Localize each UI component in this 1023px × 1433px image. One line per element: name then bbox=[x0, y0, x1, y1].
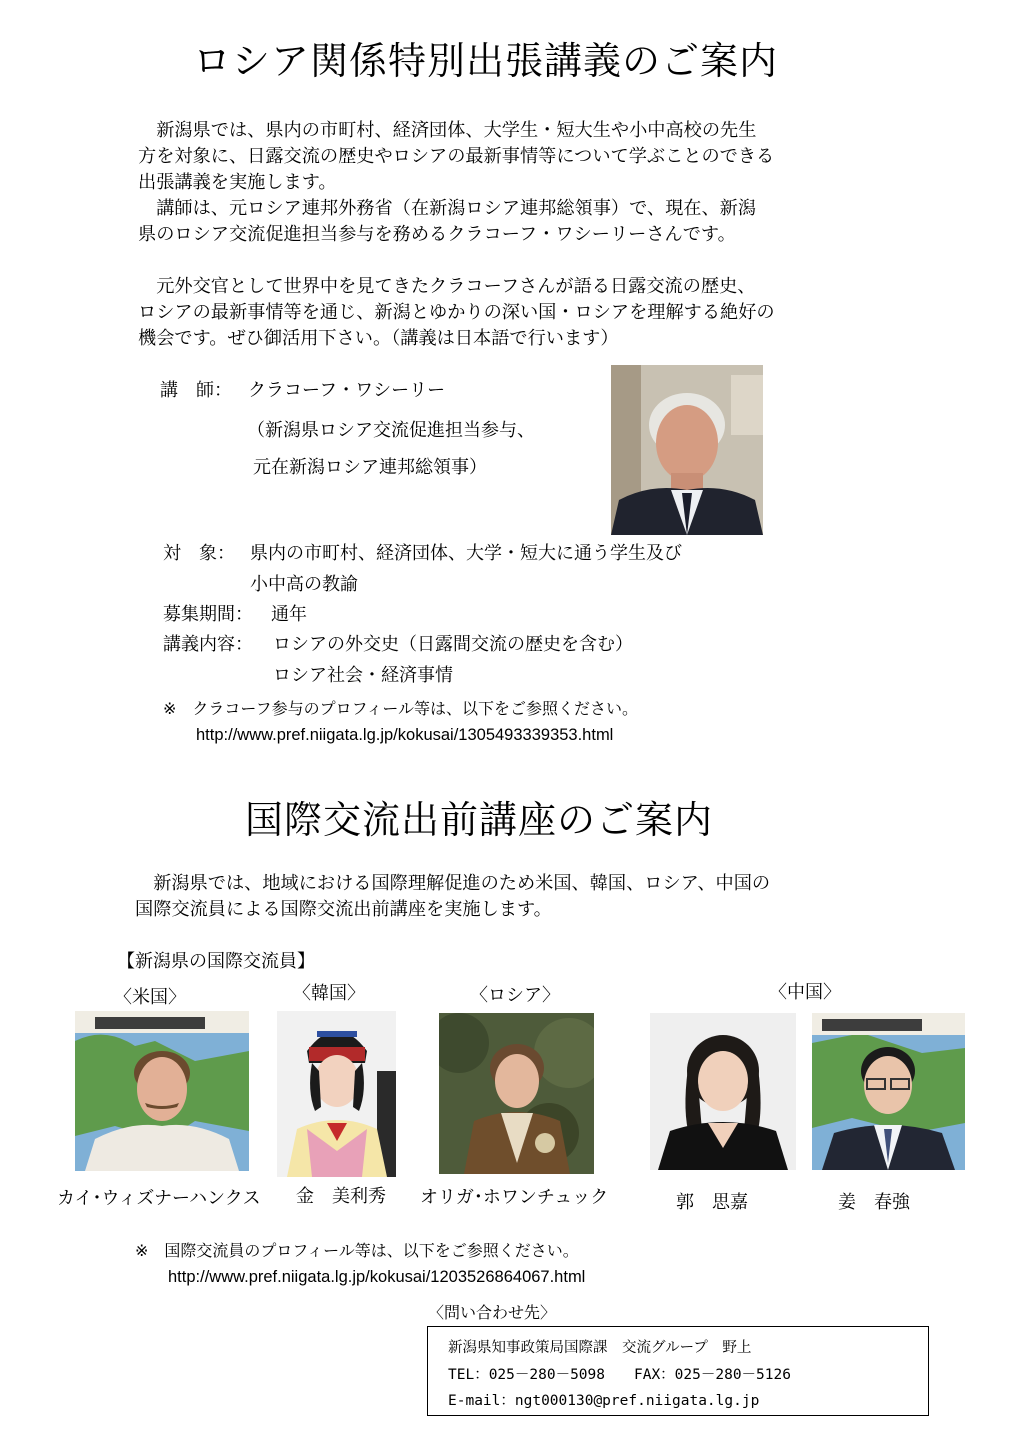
country-russia: 〈ロシア〉 bbox=[470, 985, 560, 1006]
contact-line-2: TEL：025－280－5098 FAX：025－280－5126 bbox=[448, 1367, 791, 1383]
section1-intro bbox=[138, 118, 774, 248]
name-china-staff-2: 姜 春強 bbox=[838, 1192, 910, 1213]
section2-intro bbox=[135, 871, 770, 923]
body-line: ロシアの最新事情等を通じ、新潟とゆかりの深い国・ロシアを理解する絶好の bbox=[138, 302, 775, 323]
intro-line: 国際交流員による国際交流出前講座を実施します。 bbox=[135, 899, 552, 920]
contact-email[interactable]: E-mail：ngt000130@pref.niigata.lg.jp bbox=[448, 1393, 760, 1409]
lecturer-label: 講 師： bbox=[160, 380, 232, 401]
name-china-staff-1: 郭 思嘉 bbox=[676, 1192, 748, 1213]
intro-line: 方を対象に、日露交流の歴史やロシアの最新事情等について学ぶことのできる bbox=[138, 146, 775, 167]
period-value: 通年 bbox=[271, 604, 307, 625]
intro-line: 新潟県では、地域における国際理解促進のため米国、韓国、ロシア、中国の bbox=[135, 873, 771, 894]
target-line-1: 県内の市町村、経済団体、大学・短大に通う学生及び bbox=[250, 543, 682, 564]
section2-note: ※ 国際交流員のプロフィール等は、以下をご参照ください。 bbox=[135, 1241, 579, 1260]
section2-title: 国際交流出前講座のご案内 bbox=[245, 798, 714, 842]
lecturer-name: クラコーフ・ワシーリー bbox=[248, 380, 446, 401]
intro-line: 新潟県では、県内の市町村、経済団体、大学生・短大生や小中高校の先生 bbox=[138, 120, 757, 141]
lecturer-title-2: 元在新潟ロシア連邦総領事） bbox=[253, 457, 487, 478]
period-label: 募集期間： bbox=[163, 604, 253, 625]
staff-heading: 【新潟県の国際交流員】 bbox=[117, 951, 315, 972]
content-line-2: ロシア社会・経済事情 bbox=[273, 665, 453, 686]
photo-korea-staff bbox=[277, 1011, 396, 1177]
section1-note: ※ クラコーフ参与のプロフィール等は、以下をご参照ください。 bbox=[163, 699, 639, 718]
body-line: 機会です。ぜひ御活用下さい。（講義は日本語で行います） bbox=[138, 328, 619, 349]
name-usa-staff: カイ･ウィズナーハンクス bbox=[57, 1188, 261, 1209]
section1-url-link[interactable]: http://www.pref.niigata.lg.jp/kokusai/1305493339353.html bbox=[196, 726, 614, 744]
lecturer-title-1: （新潟県ロシア交流促進担当参与、 bbox=[247, 420, 535, 441]
photo-china-staff-1 bbox=[650, 1013, 796, 1170]
country-usa: 〈米国〉 bbox=[114, 987, 186, 1008]
section1-title: ロシア関係特別出張講義のご案内 bbox=[193, 39, 779, 83]
target-line-2: 小中高の教諭 bbox=[250, 574, 358, 595]
target-label: 対 象： bbox=[163, 543, 235, 564]
intro-line: 県のロシア交流促進担当参与を務めるクラコーフ・ワシーリーさんです。 bbox=[138, 224, 736, 245]
photo-china-staff-2 bbox=[812, 1013, 965, 1170]
name-russia-staff: オリガ･ホワンチュック bbox=[420, 1187, 609, 1208]
contact-line-1: 新潟県知事政策局国際課 交流グループ 野上 bbox=[448, 1340, 752, 1356]
section1-body bbox=[138, 274, 775, 352]
intro-line: 講師は、元ロシア連邦外務省（在新潟ロシア連邦総領事）で、現在、新潟 bbox=[138, 198, 757, 219]
intro-line: 出張講義を実施します。 bbox=[138, 172, 337, 193]
lecturer-photo bbox=[611, 365, 763, 535]
section2-url-link[interactable]: http://www.pref.niigata.lg.jp/kokusai/1203526864067.html bbox=[168, 1268, 586, 1286]
contact-heading: 〈問い合わせ先〉 bbox=[428, 1303, 557, 1322]
contact-box bbox=[427, 1326, 929, 1416]
photo-russia-staff bbox=[439, 1013, 594, 1174]
country-korea: 〈韓国〉 bbox=[293, 983, 365, 1004]
country-china: 〈中国〉 bbox=[769, 982, 841, 1003]
body-line: 元外交官として世界中を見てきたクラコーフさんが語る日露交流の歴史、 bbox=[138, 276, 756, 297]
content-label: 講義内容： bbox=[163, 634, 253, 655]
photo-usa-staff bbox=[75, 1011, 249, 1171]
name-korea-staff: 金 美利秀 bbox=[296, 1186, 386, 1207]
content-line-1: ロシアの外交史（日露間交流の歴史を含む） bbox=[273, 634, 633, 655]
